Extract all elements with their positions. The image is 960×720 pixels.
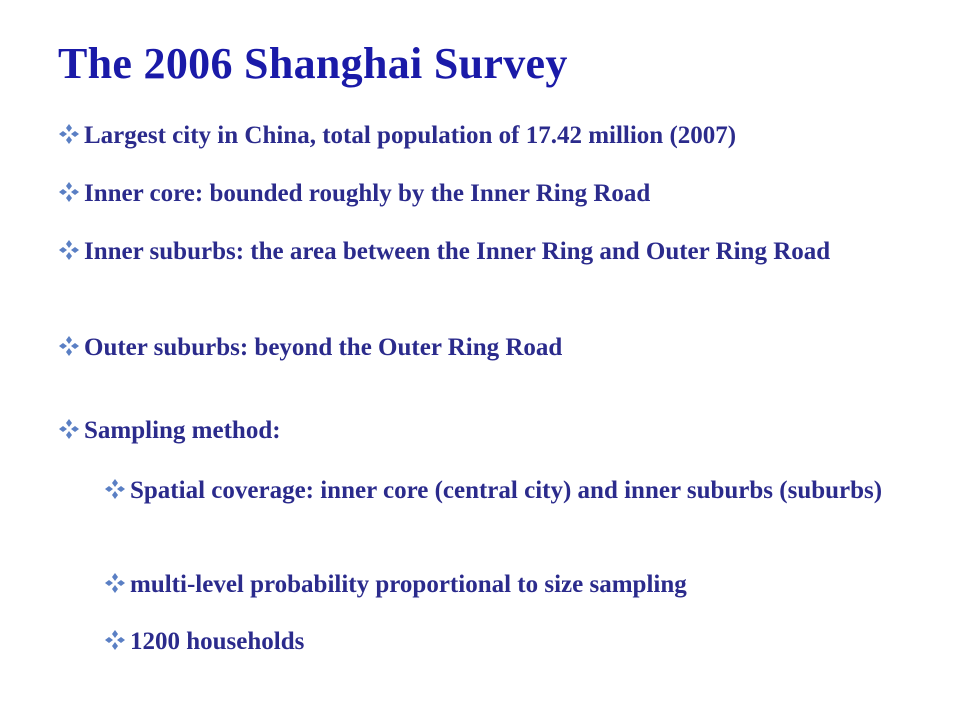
diamond-bullet-icon <box>58 181 80 203</box>
sub-bullet-text: 1200 households <box>130 628 305 655</box>
slide-title: The 2006 Shanghai Survey <box>58 39 568 88</box>
bullet-item <box>58 234 938 270</box>
bullet-text: Inner core: bounded roughly by the Inner Ring Road <box>84 180 651 207</box>
bullet-text: Sampling method: <box>84 417 281 444</box>
sub-bullet-item <box>104 624 904 660</box>
bullet-text: Outer suburbs: beyond the Outer Ring Road <box>84 334 563 361</box>
diamond-bullet-icon <box>58 123 80 145</box>
diamond-bullet-icon <box>58 239 80 261</box>
bullet-text: Largest city in China, total population of 17.42 million (2007) <box>84 122 737 149</box>
diamond-bullet-icon <box>58 418 80 440</box>
diamond-bullet-icon <box>58 335 80 357</box>
diamond-bullet-icon <box>104 572 126 594</box>
sub-bullet-item <box>104 473 904 509</box>
sub-bullet-item <box>104 567 904 603</box>
bullet-text: Inner suburbs: the area between the Inner Ring and Outer Ring Road <box>84 238 831 265</box>
bullet-item <box>58 176 938 212</box>
bullet-item <box>58 413 938 449</box>
bullet-item <box>58 330 938 366</box>
bullet-item <box>58 118 938 154</box>
diamond-bullet-icon <box>104 478 126 500</box>
sub-bullet-text: multi-level probability proportional to size sampling <box>130 571 687 598</box>
sub-bullet-text: Spatial coverage: inner core (central city) and inner suburbs (suburbs) <box>130 477 883 504</box>
diamond-bullet-icon <box>104 629 126 651</box>
